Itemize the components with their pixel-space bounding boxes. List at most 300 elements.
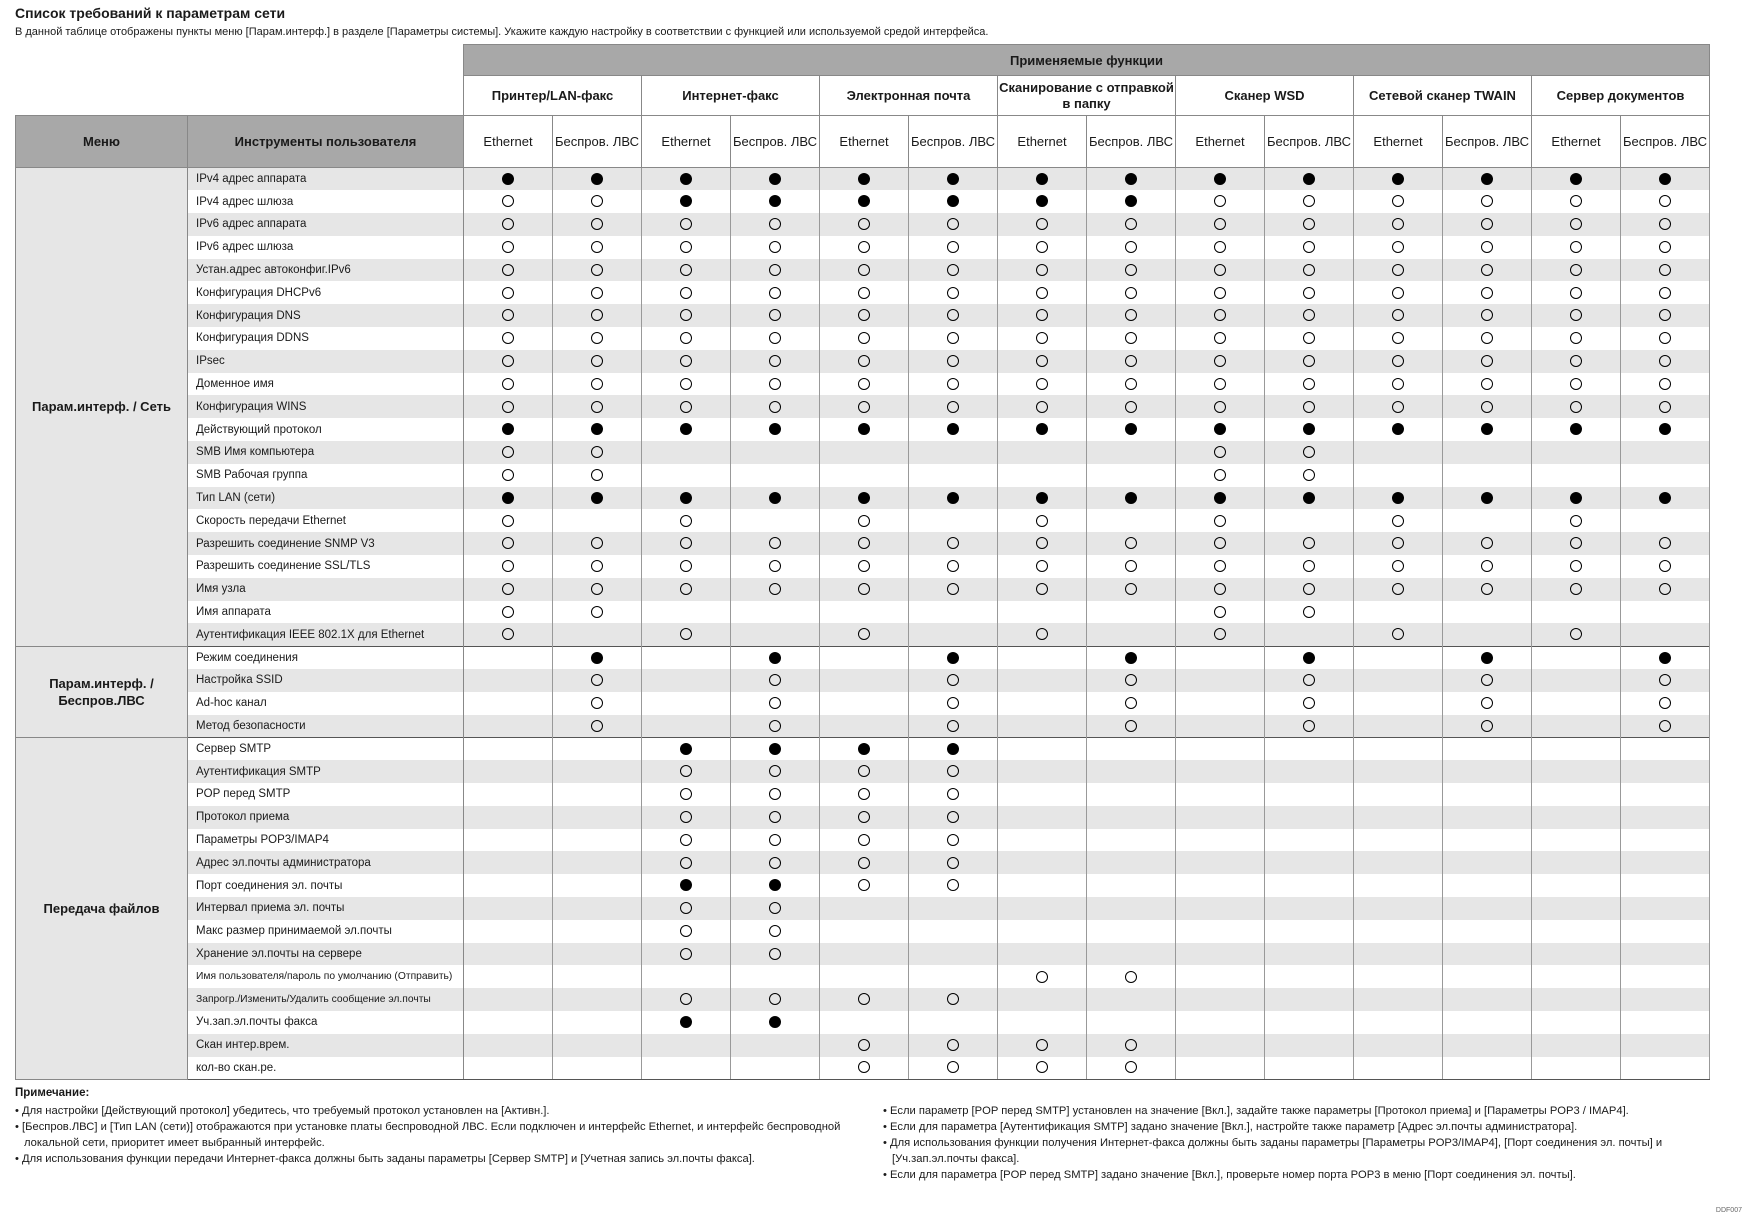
interface-subheader: Беспров. ЛВС	[1443, 116, 1532, 168]
hollow-circle-icon	[1036, 264, 1048, 276]
requirement-cell	[1354, 920, 1443, 943]
requirement-cell	[1621, 281, 1710, 304]
hollow-circle-icon	[947, 674, 959, 686]
requirement-cell	[1443, 487, 1532, 510]
requirement-cell	[464, 578, 553, 601]
requirement-cell	[1621, 327, 1710, 350]
requirement-cell	[1176, 304, 1265, 327]
filled-circle-icon	[1036, 195, 1048, 207]
filled-circle-icon	[680, 423, 692, 435]
requirement-cell	[553, 897, 642, 920]
requirement-cell	[1354, 168, 1443, 191]
requirement-cell	[553, 646, 642, 669]
hollow-circle-icon	[502, 583, 514, 595]
filled-circle-icon	[680, 173, 692, 185]
requirement-cell	[553, 692, 642, 715]
hollow-circle-icon	[947, 993, 959, 1005]
requirement-cell	[642, 259, 731, 282]
hollow-circle-icon	[1125, 218, 1137, 230]
hollow-circle-icon	[1036, 628, 1048, 640]
hollow-circle-icon	[591, 241, 603, 253]
requirement-cell	[464, 168, 553, 191]
table-row	[16, 532, 1710, 555]
requirement-cell	[1265, 715, 1354, 738]
function-group-header: Сетевой сканер TWAIN	[1354, 76, 1532, 116]
requirement-cell	[1621, 304, 1710, 327]
requirement-cell	[820, 487, 909, 510]
requirement-cell	[909, 965, 998, 988]
requirement-cell	[1176, 760, 1265, 783]
requirement-cell	[998, 806, 1087, 829]
requirement-cell	[464, 1034, 553, 1057]
requirement-cell	[553, 943, 642, 966]
requirement-cell	[1532, 692, 1621, 715]
hollow-circle-icon	[1036, 287, 1048, 299]
requirement-cell	[909, 509, 998, 532]
hollow-circle-icon	[858, 515, 870, 527]
notes-left	[15, 1103, 845, 1167]
hollow-circle-icon	[591, 606, 603, 618]
table-row	[16, 373, 1710, 396]
requirement-cell	[1087, 1057, 1176, 1080]
requirement-cell	[1621, 532, 1710, 555]
requirement-cell	[1176, 874, 1265, 897]
requirement-cell	[1621, 851, 1710, 874]
requirement-cell	[731, 737, 820, 760]
requirement-cell	[1265, 646, 1354, 669]
table-row	[16, 874, 1710, 897]
hollow-circle-icon	[858, 560, 870, 572]
requirement-cell	[1621, 988, 1710, 1011]
hollow-circle-icon	[947, 241, 959, 253]
requirement-cell	[998, 578, 1087, 601]
tool-name-cell: Разрешить соединение SNMP V3	[188, 532, 464, 555]
requirement-cell	[642, 715, 731, 738]
requirement-cell	[998, 304, 1087, 327]
hollow-circle-icon	[1570, 583, 1582, 595]
requirement-cell	[464, 532, 553, 555]
table-row	[16, 920, 1710, 943]
requirement-cell	[1621, 555, 1710, 578]
table-row	[16, 943, 1710, 966]
hollow-circle-icon	[769, 788, 781, 800]
requirement-cell	[731, 806, 820, 829]
requirement-cell	[1354, 988, 1443, 1011]
hollow-circle-icon	[769, 287, 781, 299]
hollow-circle-icon	[680, 857, 692, 869]
requirement-cell	[1354, 555, 1443, 578]
requirement-cell	[464, 509, 553, 532]
function-group-header: Сервер документов	[1532, 76, 1710, 116]
filled-circle-icon	[1392, 423, 1404, 435]
requirement-cell	[820, 1011, 909, 1034]
table-row	[16, 509, 1710, 532]
interface-subheader: Беспров. ЛВС	[553, 116, 642, 168]
requirement-cell	[1354, 190, 1443, 213]
hollow-circle-icon	[680, 788, 692, 800]
requirement-cell	[1354, 350, 1443, 373]
requirement-cell	[909, 669, 998, 692]
requirement-cell	[731, 1011, 820, 1034]
requirement-cell	[464, 920, 553, 943]
requirement-cell	[464, 304, 553, 327]
requirement-cell	[553, 829, 642, 852]
menu-cell: Парам.интерф. / Беспров.ЛВС	[16, 646, 188, 737]
requirement-cell	[1621, 1057, 1710, 1080]
hollow-circle-icon	[1214, 309, 1226, 321]
hollow-circle-icon	[769, 560, 781, 572]
requirement-cell	[820, 806, 909, 829]
requirement-cell	[1354, 487, 1443, 510]
requirement-cell	[1443, 373, 1532, 396]
requirement-cell	[998, 965, 1087, 988]
hollow-circle-icon	[1570, 218, 1582, 230]
hollow-circle-icon	[1392, 583, 1404, 595]
filled-circle-icon	[858, 743, 870, 755]
hollow-circle-icon	[1214, 446, 1226, 458]
hollow-circle-icon	[947, 1039, 959, 1051]
requirement-cell	[998, 464, 1087, 487]
interface-subheader: Беспров. ЛВС	[731, 116, 820, 168]
hollow-circle-icon	[591, 287, 603, 299]
hollow-circle-icon	[680, 515, 692, 527]
requirement-cell	[1532, 213, 1621, 236]
requirement-cell	[1265, 464, 1354, 487]
requirement-cell	[1087, 236, 1176, 259]
requirement-cell	[642, 236, 731, 259]
hollow-circle-icon	[1659, 537, 1671, 549]
requirement-cell	[464, 897, 553, 920]
hollow-circle-icon	[1481, 309, 1493, 321]
requirement-cell	[1354, 213, 1443, 236]
hollow-circle-icon	[769, 948, 781, 960]
hollow-circle-icon	[947, 309, 959, 321]
requirement-cell	[820, 874, 909, 897]
requirement-cell	[1176, 965, 1265, 988]
hollow-circle-icon	[680, 401, 692, 413]
requirement-cell	[1176, 259, 1265, 282]
requirement-cell	[1087, 395, 1176, 418]
filled-circle-icon	[947, 195, 959, 207]
requirement-cell	[1265, 692, 1354, 715]
requirement-cell	[1532, 190, 1621, 213]
requirement-cell	[642, 669, 731, 692]
requirement-cell	[464, 236, 553, 259]
requirement-cell	[1532, 236, 1621, 259]
requirement-cell	[1087, 168, 1176, 191]
hollow-circle-icon	[858, 355, 870, 367]
requirement-cell	[1621, 213, 1710, 236]
hollow-circle-icon	[1125, 241, 1137, 253]
tool-name-cell: Имя пользователя/пароль по умолчанию (Отправить)	[188, 965, 464, 988]
tool-name-cell: Устан.адрес автоконфиг.IPv6	[188, 259, 464, 282]
hollow-circle-icon	[1392, 309, 1404, 321]
page-title: Список требований к параметрам сети	[15, 5, 286, 21]
note-item: • Если для параметра [Аутентификация SMTP] задано значение [Вкл.], настройте также параметр [Адрес эл.почты администратора].	[883, 1121, 1578, 1133]
tool-name-cell: IPv4 адрес аппарата	[188, 168, 464, 191]
hollow-circle-icon	[769, 902, 781, 914]
hollow-circle-icon	[1214, 469, 1226, 481]
requirement-cell	[820, 350, 909, 373]
hollow-circle-icon	[858, 628, 870, 640]
tool-name-cell: Порт соединения эл. почты	[188, 874, 464, 897]
filled-circle-icon	[769, 173, 781, 185]
requirement-cell	[1176, 920, 1265, 943]
requirement-cell	[998, 874, 1087, 897]
requirement-cell	[909, 806, 998, 829]
requirement-cell	[1087, 464, 1176, 487]
requirement-cell	[909, 190, 998, 213]
requirement-cell	[1265, 532, 1354, 555]
hollow-circle-icon	[680, 925, 692, 937]
requirement-cell	[998, 601, 1087, 624]
hollow-circle-icon	[769, 264, 781, 276]
requirement-cell	[1621, 760, 1710, 783]
requirement-cell	[1176, 213, 1265, 236]
requirement-cell	[998, 555, 1087, 578]
requirement-cell	[1265, 669, 1354, 692]
hollow-circle-icon	[1659, 218, 1671, 230]
hollow-circle-icon	[680, 628, 692, 640]
tool-name-cell: IPv6 адрес аппарата	[188, 213, 464, 236]
filled-circle-icon	[1659, 173, 1671, 185]
hollow-circle-icon	[1125, 697, 1137, 709]
requirement-cell	[731, 646, 820, 669]
requirement-cell	[820, 532, 909, 555]
requirement-cell	[1265, 190, 1354, 213]
requirement-cell	[1176, 373, 1265, 396]
requirement-cell	[1532, 646, 1621, 669]
hollow-circle-icon	[1125, 378, 1137, 390]
function-group-header: Интернет-факс	[642, 76, 820, 116]
requirement-cell	[1087, 190, 1176, 213]
hollow-circle-icon	[1214, 583, 1226, 595]
requirement-cell	[1087, 669, 1176, 692]
requirement-cell	[1532, 441, 1621, 464]
filled-circle-icon	[1303, 652, 1315, 664]
requirement-cell	[464, 350, 553, 373]
requirement-cell	[820, 943, 909, 966]
hollow-circle-icon	[1570, 537, 1582, 549]
requirement-cell	[1176, 623, 1265, 646]
requirement-cell	[642, 943, 731, 966]
requirement-cell	[1087, 988, 1176, 1011]
requirement-cell	[1532, 418, 1621, 441]
requirement-cell	[464, 441, 553, 464]
requirement-cell	[820, 373, 909, 396]
table-row	[16, 350, 1710, 373]
requirement-cell	[464, 464, 553, 487]
requirement-cell	[1443, 715, 1532, 738]
requirement-cell	[909, 1011, 998, 1034]
hollow-circle-icon	[1036, 515, 1048, 527]
requirement-cell	[820, 281, 909, 304]
requirement-cell	[1176, 441, 1265, 464]
hollow-circle-icon	[769, 309, 781, 321]
requirement-cell	[1443, 646, 1532, 669]
requirement-cell	[1443, 350, 1532, 373]
tool-name-cell: Скорость передачи Ethernet	[188, 509, 464, 532]
requirement-cell	[553, 623, 642, 646]
hollow-circle-icon	[1659, 195, 1671, 207]
requirement-cell	[909, 418, 998, 441]
requirement-cell	[731, 829, 820, 852]
requirement-cell	[909, 829, 998, 852]
hollow-circle-icon	[1659, 355, 1671, 367]
hollow-circle-icon	[1125, 309, 1137, 321]
hollow-circle-icon	[502, 218, 514, 230]
hollow-circle-icon	[1481, 537, 1493, 549]
hollow-circle-icon	[502, 287, 514, 299]
hollow-circle-icon	[1570, 628, 1582, 640]
hollow-circle-icon	[1659, 674, 1671, 686]
filled-circle-icon	[858, 492, 870, 504]
tool-name-cell: Аутентификация IEEE 802.1X для Ethernet	[188, 623, 464, 646]
requirement-cell	[1087, 304, 1176, 327]
requirement-cell	[1265, 920, 1354, 943]
requirement-cell	[1354, 669, 1443, 692]
hollow-circle-icon	[1659, 583, 1671, 595]
hollow-circle-icon	[1214, 515, 1226, 527]
requirement-cell	[1087, 555, 1176, 578]
table-row	[16, 418, 1710, 441]
table-row	[16, 259, 1710, 282]
hollow-circle-icon	[769, 241, 781, 253]
requirement-cell	[642, 1011, 731, 1034]
requirement-cell	[464, 418, 553, 441]
requirement-cell	[731, 350, 820, 373]
requirement-cell	[1087, 943, 1176, 966]
hollow-circle-icon	[1303, 674, 1315, 686]
hollow-circle-icon	[1125, 583, 1137, 595]
hollow-circle-icon	[1570, 195, 1582, 207]
hollow-circle-icon	[858, 857, 870, 869]
hollow-circle-icon	[680, 241, 692, 253]
filled-circle-icon	[502, 173, 514, 185]
hollow-circle-icon	[858, 788, 870, 800]
hollow-circle-icon	[1303, 264, 1315, 276]
requirement-cell	[642, 578, 731, 601]
table-row	[16, 988, 1710, 1011]
hollow-circle-icon	[591, 401, 603, 413]
requirement-cell	[464, 692, 553, 715]
requirement-cell	[642, 168, 731, 191]
hollow-circle-icon	[1481, 697, 1493, 709]
function-group-header: Сканирование с отправкой в папку	[998, 76, 1176, 116]
document-code: DDF007	[1715, 1207, 1742, 1214]
interface-subheader: Беспров. ЛВС	[1087, 116, 1176, 168]
note-item: • Для использования функции передачи Интернет-факса должны быть заданы параметры [Сервер SMTP] и [Учетная запись эл.почты факса].	[15, 1153, 755, 1165]
requirement-cell	[464, 259, 553, 282]
table-row	[16, 829, 1710, 852]
requirement-cell	[642, 281, 731, 304]
tool-name-cell: Запрогр./Изменить/Удалить сообщение эл.почты	[188, 988, 464, 1011]
requirement-cell	[998, 532, 1087, 555]
requirement-cell	[820, 829, 909, 852]
requirement-cell	[1176, 601, 1265, 624]
tool-name-cell: Протокол приема	[188, 806, 464, 829]
hollow-circle-icon	[947, 378, 959, 390]
requirement-cell	[642, 327, 731, 350]
hollow-circle-icon	[858, 765, 870, 777]
requirement-cell	[1265, 236, 1354, 259]
requirement-cell	[1087, 851, 1176, 874]
requirement-cell	[553, 737, 642, 760]
hollow-circle-icon	[1303, 401, 1315, 413]
requirement-cell	[1532, 988, 1621, 1011]
requirement-cell	[1443, 555, 1532, 578]
requirement-cell	[998, 988, 1087, 1011]
hollow-circle-icon	[1392, 264, 1404, 276]
hollow-circle-icon	[1125, 287, 1137, 299]
notes-title: Примечание:	[15, 1087, 90, 1099]
requirement-cell	[1443, 601, 1532, 624]
filled-circle-icon	[858, 195, 870, 207]
note-item: • Для использования функции получения Интернет-факса должны быть заданы параметры [Параметры POP3/IMAP4], [Порт соединения эл. почты] и [Уч.зап.эл.почты факса].	[883, 1137, 1663, 1165]
table-row	[16, 487, 1710, 510]
requirement-cell	[1443, 669, 1532, 692]
requirement-cell	[1265, 988, 1354, 1011]
requirement-cell	[1265, 213, 1354, 236]
requirement-cell	[1532, 168, 1621, 191]
filled-circle-icon	[1392, 492, 1404, 504]
requirement-cell	[1532, 669, 1621, 692]
requirement-cell	[731, 213, 820, 236]
requirement-cell	[1443, 897, 1532, 920]
requirement-cell	[1443, 1057, 1532, 1080]
filled-circle-icon	[1659, 423, 1671, 435]
requirement-cell	[1176, 692, 1265, 715]
requirement-cell	[642, 920, 731, 943]
requirement-cell	[1087, 829, 1176, 852]
requirement-cell	[1354, 829, 1443, 852]
filled-circle-icon	[1570, 423, 1582, 435]
hollow-circle-icon	[947, 401, 959, 413]
hollow-circle-icon	[502, 606, 514, 618]
filled-circle-icon	[680, 743, 692, 755]
requirement-cell	[553, 213, 642, 236]
hollow-circle-icon	[1392, 195, 1404, 207]
hollow-circle-icon	[1481, 378, 1493, 390]
requirement-cell	[553, 874, 642, 897]
requirement-cell	[731, 965, 820, 988]
hollow-circle-icon	[680, 993, 692, 1005]
requirement-cell	[909, 715, 998, 738]
requirement-cell	[1621, 965, 1710, 988]
filled-circle-icon	[1392, 173, 1404, 185]
requirement-cell	[553, 851, 642, 874]
hollow-circle-icon	[502, 469, 514, 481]
hollow-circle-icon	[1570, 264, 1582, 276]
hollow-circle-icon	[1214, 241, 1226, 253]
hollow-circle-icon	[680, 218, 692, 230]
requirement-cell	[1176, 646, 1265, 669]
requirement-cell	[1621, 236, 1710, 259]
filled-circle-icon	[1214, 492, 1226, 504]
requirement-cell	[1087, 783, 1176, 806]
requirement-cell	[1532, 715, 1621, 738]
requirement-cell	[998, 692, 1087, 715]
requirement-cell	[1354, 851, 1443, 874]
requirement-cell	[1443, 692, 1532, 715]
filled-circle-icon	[769, 879, 781, 891]
filled-circle-icon	[680, 492, 692, 504]
requirement-cell	[909, 988, 998, 1011]
requirement-cell	[1532, 1034, 1621, 1057]
requirement-cell	[1443, 259, 1532, 282]
requirement-cell	[1621, 601, 1710, 624]
hollow-circle-icon	[1214, 264, 1226, 276]
